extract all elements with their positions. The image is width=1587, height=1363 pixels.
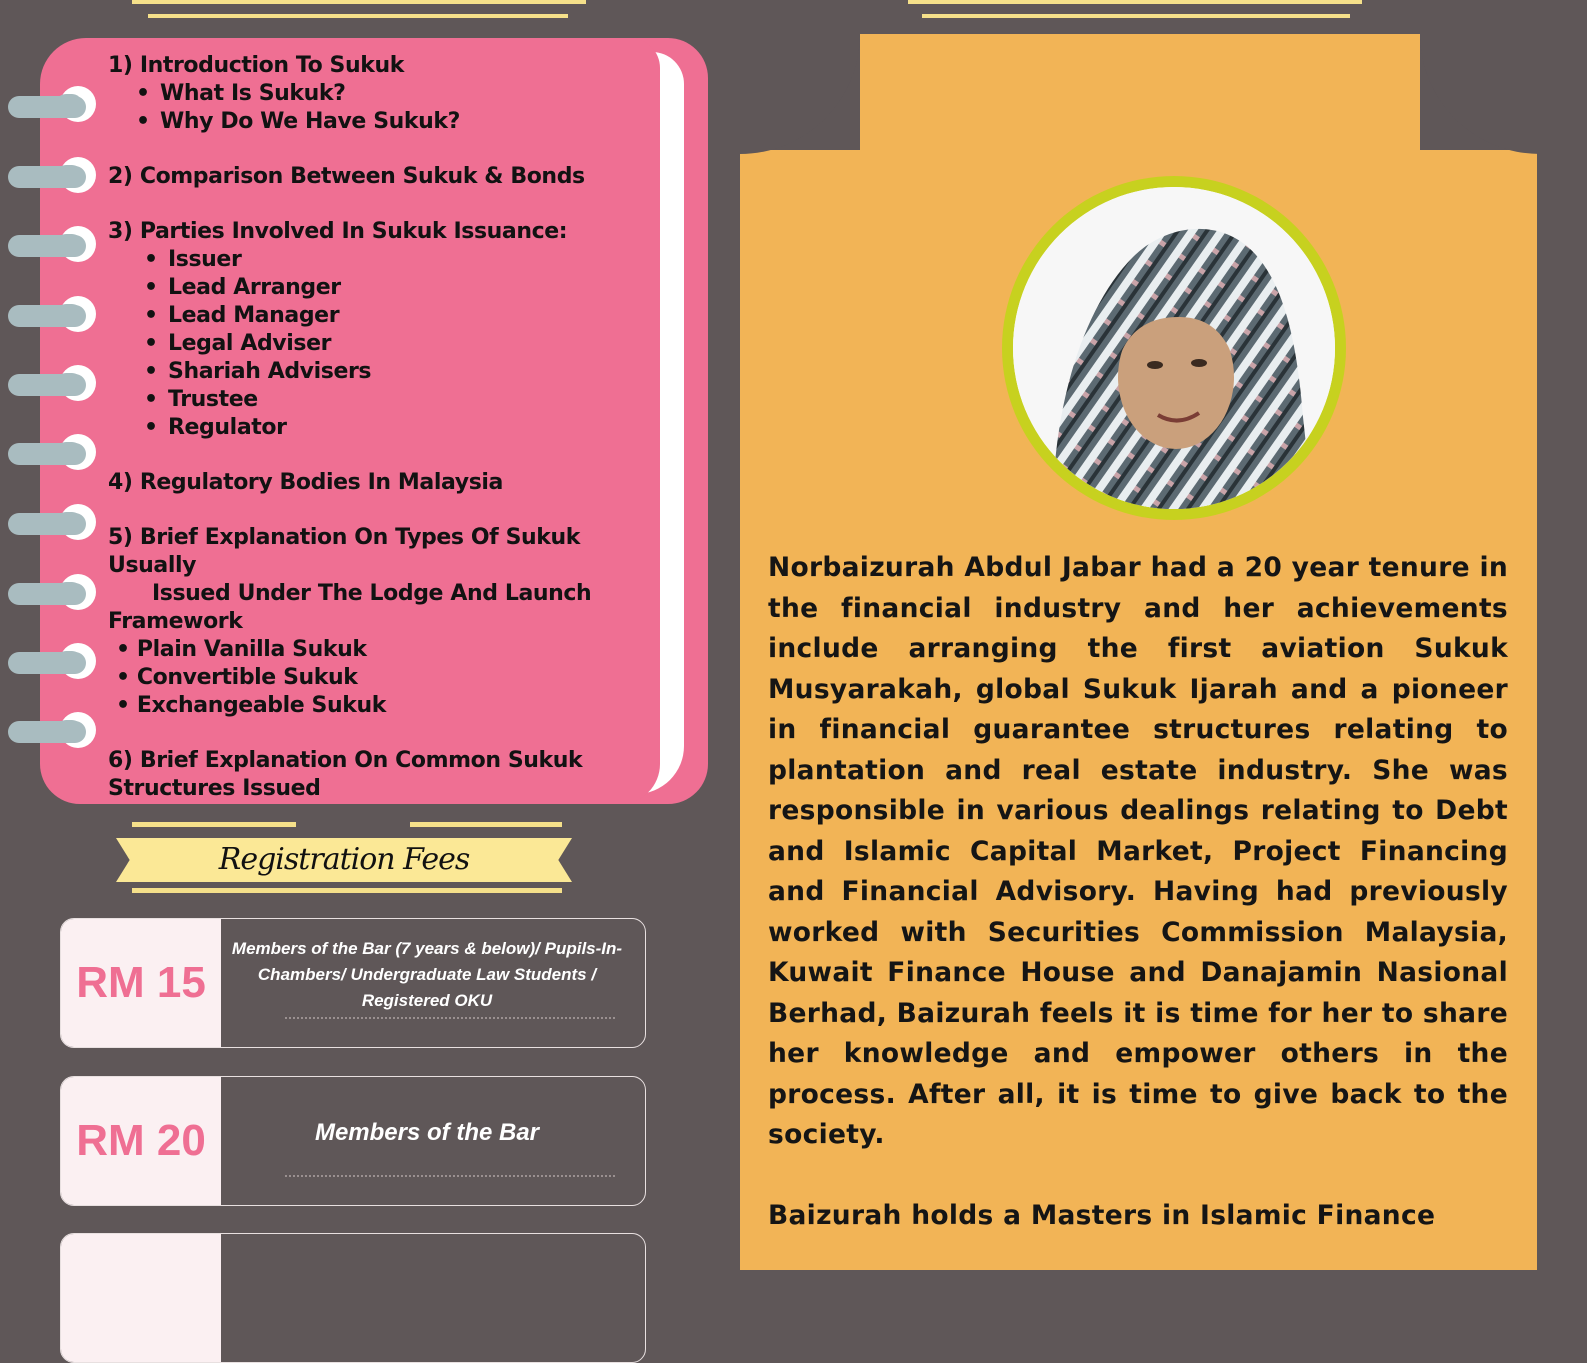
- fee-price: RM 20: [61, 1077, 221, 1205]
- dotted-divider: [285, 1175, 615, 1177]
- list-item: • Convertible Sukuk: [116, 665, 358, 690]
- fee-price: RM 15: [61, 919, 221, 1047]
- speaker-bio: [768, 548, 1508, 1236]
- spiral-wire: [8, 235, 86, 257]
- banner-line: [132, 888, 562, 893]
- list-item: • What Is Sukuk?: [136, 81, 346, 106]
- spiral-wire: [8, 96, 86, 118]
- panel-notch: [740, 34, 860, 154]
- fee-card: [60, 918, 646, 1048]
- speaker-photo-icon: [1013, 187, 1335, 509]
- syllabus-item-2: 2) Comparison Between Sukuk & Bonds: [108, 164, 585, 189]
- speaker-panel-top: [860, 34, 1420, 154]
- spiral-wire: [8, 443, 86, 465]
- spiral-wire: [8, 305, 86, 327]
- syllabus-item-3: 3) Parties Involved In Sukuk Issuance:: [108, 219, 568, 244]
- spiral-wire: [8, 652, 86, 674]
- syllabus-item-5: 5) Brief Explanation On Types Of Sukuk Usually: [108, 525, 581, 578]
- fee-price: [61, 1234, 221, 1362]
- panel-notch: [1420, 34, 1540, 154]
- dotted-divider: [285, 1017, 615, 1019]
- fee-card: [60, 1233, 646, 1363]
- list-item: • Trustee: [144, 387, 258, 412]
- syllabus-item-5-cont: Framework: [108, 609, 243, 634]
- top-divider-left: [132, 0, 586, 4]
- banner-line: [410, 822, 562, 827]
- spiral-wire: [8, 166, 86, 188]
- spiral-wire: [8, 374, 86, 396]
- syllabus-item-6: 6) Brief Explanation On Common Sukuk: [108, 748, 583, 773]
- list-item: • Regulator: [144, 415, 287, 440]
- syllabus-item-4: 4) Regulatory Bodies In Malaysia: [108, 470, 503, 495]
- top-divider-right: [908, 0, 1362, 4]
- syllabus-item-5-cont: Issued Under The Lodge And Launch: [152, 581, 592, 606]
- fee-description: Members of the Bar: [314, 1119, 540, 1146]
- top-divider-left-2: [148, 14, 568, 18]
- spiral-wire: [8, 721, 86, 743]
- top-divider-right-2: [922, 14, 1350, 18]
- list-item: • Lead Manager: [144, 303, 340, 328]
- syllabus-item-1: 1) Introduction To Sukuk: [108, 53, 404, 78]
- list-item: • Issuer: [144, 247, 242, 272]
- list-item: • Shariah Advisers: [144, 359, 372, 384]
- registration-title: Registration Fees: [218, 842, 470, 877]
- list-item: • Lead Arranger: [144, 275, 341, 300]
- list-item: • Why Do We Have Sukuk?: [136, 109, 460, 134]
- banner-line: [132, 822, 296, 827]
- bio-paragraph: Norbaizurah Abdul Jabar had a 20 year tenure in the financial industry and her achievements include arranging the first aviation Sukuk Musyarakah, global Sukuk Ijarah and a pioneer in financial guarantee structures relating to plantation and real estate industry. She was responsible in various dealings relating to Debt and Islamic Capital Market, Project Financing and Financial Advisory. Having had previously worked with Securities Commission Malaysia, Kuwait Finance House and Danajamin Nasional Berhad, Baizurah feels it is time for her to share her knowledge and empower others in the process. After all, it is time to give back to the society.: [768, 552, 1508, 1150]
- syllabus-list: [108, 52, 668, 803]
- bio-paragraph: Baizurah holds a Masters in Islamic Finance: [768, 1199, 1436, 1231]
- list-item: • Legal Adviser: [144, 331, 332, 356]
- fee-card: [60, 1076, 646, 1206]
- speaker-avatar: [1013, 187, 1335, 509]
- list-item: • Plain Vanilla Sukuk: [116, 637, 367, 662]
- fee-description: Members of the Bar (7 years & below)/ Pupils-In-Chambers/ Undergraduate Law Students / Registered OKU: [231, 939, 623, 1010]
- spiral-wire: [8, 583, 86, 605]
- syllabus-item-6-cont: Structures Issued: [108, 776, 321, 801]
- list-item: • Exchangeable Sukuk: [116, 693, 386, 718]
- spiral-wire: [8, 513, 86, 535]
